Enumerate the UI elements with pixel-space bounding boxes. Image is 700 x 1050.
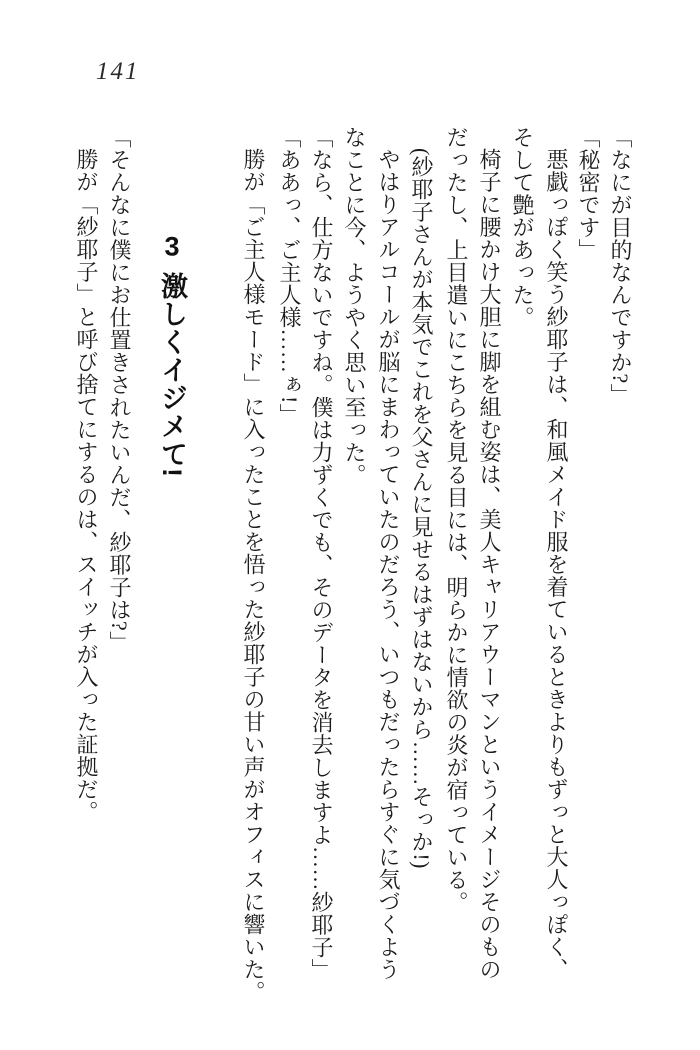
chapter-number: 3 bbox=[164, 233, 180, 260]
text-line: 「ああっ、ご主人様……ぁ!」 bbox=[277, 126, 302, 427]
text-line: そして艶があった。 bbox=[510, 126, 535, 329]
text-line: 椅子に腰かけ大胆に脚を組む姿は、美人キャリアウーマンというイメージそのもの bbox=[477, 148, 502, 981]
chapter-title: 激しくイジメて! bbox=[157, 272, 187, 478]
text-line: 「そんなに僕にお仕置きされたいんだ、紗耶子は?」 bbox=[107, 126, 132, 654]
text-line: やはりアルコールが脳にまわっていたのだろう、いつもだったらすぐに気づくよう bbox=[376, 148, 401, 981]
section-heading bbox=[157, 233, 187, 1050]
text-line: 勝が「ご主人様モード」に入ったことを悟った紗耶子の甘い声がオフィスに響いた。 bbox=[241, 148, 266, 1003]
text-line: 「秘密です」 bbox=[576, 126, 601, 261]
page-number: 141 bbox=[96, 58, 140, 85]
text-line: 「なら、仕方ないですね。僕は力ずくでも、そのデータを消去しますよ……紗耶子」 bbox=[309, 126, 334, 981]
text-line: 勝が「紗耶子」と呼び捨てにするのは、スイッチが入った証拠だ。 bbox=[74, 148, 99, 823]
text-line: 悪戯っぽく笑う紗耶子は、和風メイド服を着ているときよりもずっと大人っぽく、 bbox=[544, 148, 569, 981]
text-line: だったし、上目遣いにこちらを見る目には、明らかに情欲の炎が宿っている。 bbox=[444, 126, 469, 914]
text-line: (紗耶子さんが本気でこれを父さんに見せるはずはないから……そっか!) bbox=[409, 148, 434, 869]
text-line: 「なにが目的なんですか?」 bbox=[608, 126, 633, 407]
text-line: なことに今、ようやく思い至った。 bbox=[342, 126, 367, 486]
